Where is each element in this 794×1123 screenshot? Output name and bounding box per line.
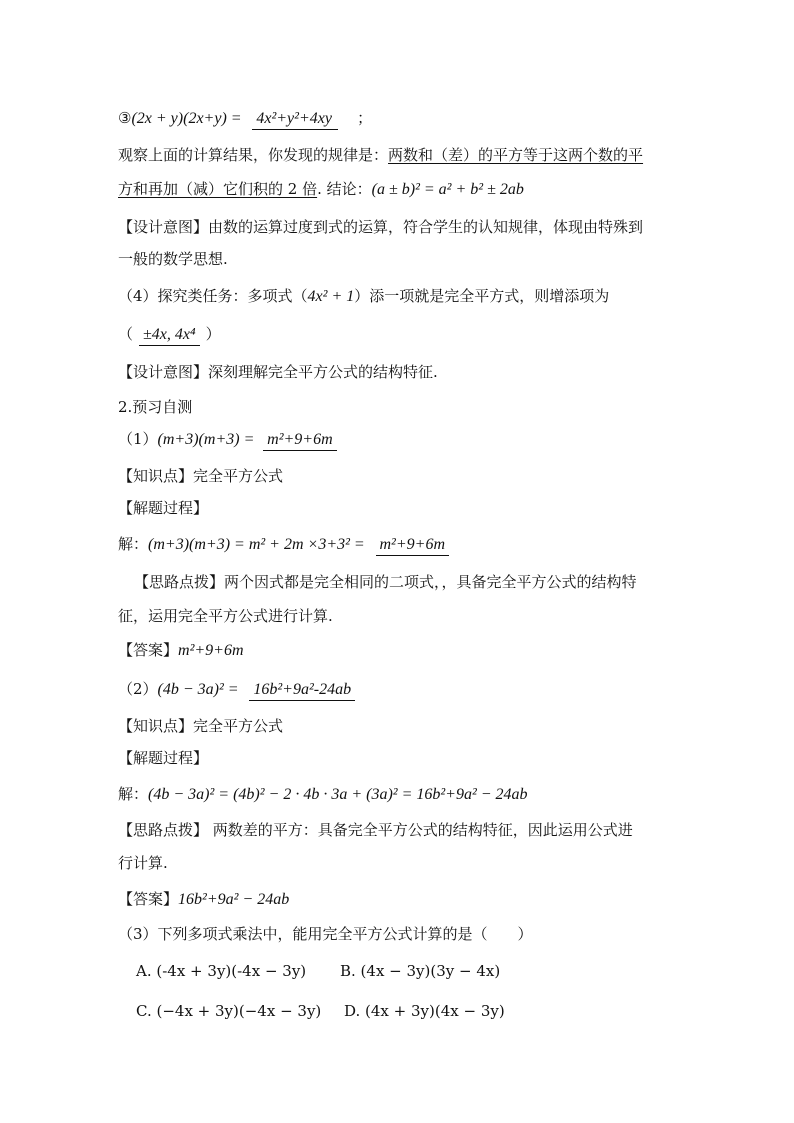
answer-1-label: 【答案】 <box>118 641 179 659</box>
task-4-tail: ）添一项就是完全平方式，则增添项为 <box>354 287 610 305</box>
answer-2-value: 16b²+9a² − 24ab <box>178 891 290 908</box>
observation-rule-part2: 方和再加（减）它们积的 2 倍 <box>118 180 318 198</box>
observation-line-1: 观察上面的计算结果，你发现的规律是：两数和（差）的平方等于这两个数的平 <box>118 146 644 164</box>
line-example-3 <box>118 106 372 131</box>
conclusion-label: . 结论： <box>317 180 372 198</box>
circled-three-label: ③ <box>118 109 132 127</box>
answer-2-label: 【答案】 <box>118 890 179 908</box>
question-2-label: （2） <box>118 680 158 698</box>
solution-1 <box>118 532 449 557</box>
question-1-label: （1） <box>118 430 158 448</box>
solution-1-expression: (m+3)(m+3) = m² + 2m ×3+3² = <box>148 536 365 553</box>
question-2-expression: (4b − 3a)² = <box>157 681 239 698</box>
question-2 <box>118 677 355 702</box>
choice-b: B. (4x − 3y)(3y − 4x) <box>340 962 501 980</box>
choice-d: D. (4x + 3y)(4x − 3y) <box>344 1002 505 1020</box>
task-4-polynomial: 4x² + 1 <box>307 288 355 305</box>
thinking-hint-1-cont: 征，运用完全平方公式进行计算. <box>118 607 333 625</box>
task-4-text: （4）探究类任务：多项式（ <box>118 287 308 305</box>
answer-2 <box>118 887 289 912</box>
design-intent-1-cont: 一般的数学思想. <box>118 250 228 268</box>
thinking-hint-1: 【思路点拨】两个因式都是完全相同的二项式，，具备完全平方公式的结构特 <box>134 573 637 591</box>
solution-1-answer: m²+9+6m <box>376 535 450 556</box>
knowledge-point-2: 【知识点】完全平方公式 <box>118 717 284 735</box>
observation-line-2 <box>118 177 524 202</box>
task-4-answer-line <box>118 322 221 346</box>
task-4-answer: ±4x, 4x⁴ <box>139 325 200 346</box>
example-3-expression: (2x + y)(2x+y) = <box>131 110 242 127</box>
open-paren: （ <box>118 325 134 343</box>
question-3: （3）下列多项式乘法中，能用完全平方公式计算的是（ ） <box>118 925 533 943</box>
observation-rule-part1: 两数和（差）的平方等于这两个数的平 <box>388 146 644 164</box>
conclusion-formula: (a ± b)² = a² + b² ± 2ab <box>371 181 524 198</box>
thinking-hint-2: 【思路点拨】 两数差的平方：具备完全平方公式的结构特征，因此运用公式进 <box>118 821 633 839</box>
knowledge-point-1: 【知识点】完全平方公式 <box>118 467 284 485</box>
solution-process-1: 【解题过程】 <box>118 499 209 517</box>
semicolon: ； <box>357 109 373 127</box>
question-2-answer: 16b²+9a²-24ab <box>249 680 355 701</box>
solution-2-expression: (4b − 3a)² = (4b)² − 2 · 4b · 3a + (3a)² = 16b²+9a² − 24ab <box>148 786 528 803</box>
design-intent-1: 【设计意图】由数的运算过度到式的运算，符合学生的认知规律，体现由特殊到 <box>118 218 644 236</box>
answer-1-value: m²+9+6m <box>178 642 244 659</box>
solution-process-2: 【解题过程】 <box>118 749 209 767</box>
solution-1-label: 解： <box>118 535 149 553</box>
design-intent-2: 【设计意图】深刻理解完全平方公式的结构特征. <box>118 363 438 381</box>
solution-2 <box>118 782 528 807</box>
solution-2-label: 解： <box>118 785 149 803</box>
close-paren: ） <box>205 325 221 343</box>
answer-1 <box>118 638 244 663</box>
observation-text: 观察上面的计算结果，你发现的规律是 <box>118 146 374 164</box>
thinking-hint-2-cont: 行计算. <box>118 854 168 872</box>
choice-c: C. (−4x + 3y)(−4x − 3y) <box>136 1002 322 1020</box>
task-4 <box>118 284 609 309</box>
question-1 <box>118 427 337 452</box>
question-1-expression: (m+3)(m+3) = <box>157 431 255 448</box>
section-preview-test: 2.预习自测 <box>118 398 193 416</box>
example-3-answer: 4x²+y²+4xy <box>252 109 338 130</box>
question-1-answer: m²+9+6m <box>263 430 337 451</box>
choice-a: A. (-4x + 3y)(-4x − 3y) <box>136 962 307 980</box>
